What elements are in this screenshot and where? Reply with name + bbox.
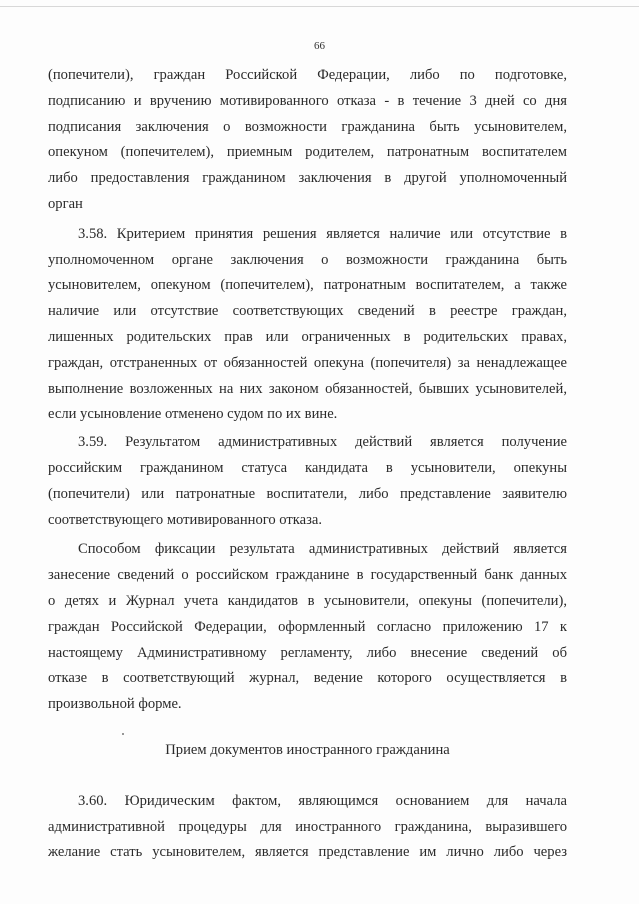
text-line: 3.59. Результатом административных действий является получение <box>78 434 567 451</box>
text-line: о детях и Журнал учета кандидатов в усыновители, опекуны (попечители), <box>48 592 567 609</box>
document-body <box>48 63 567 866</box>
text-line: наличие или отсутствие соответствующих сведений в реестре граждан, <box>48 303 567 320</box>
text-line: (попечители) или патронатные воспитатели, либо представление заявителю <box>48 485 567 502</box>
paragraph-3-60 <box>48 789 567 866</box>
text-line: граждан, отстраненных от обязанностей опекуна (попечителя) за ненадлежащее <box>48 354 567 371</box>
paragraph-3-59 <box>48 430 567 533</box>
text-line: отказе в соответствующий журнал, ведение которого осуществляется в <box>48 670 567 687</box>
text-line: соответствующего мотивированного отказа. <box>48 511 323 528</box>
text-line: российским гражданином статуса кандидата в усыновители, опекуны <box>48 459 567 476</box>
text-line: лишенных родительских прав или ограниченных в родительских правах, <box>48 328 567 345</box>
text-line: настоящему Административному регламенту, либо внесение сведений об <box>48 644 567 661</box>
text-line: уполномоченном органе заключения о возможности гражданина быть <box>48 251 567 268</box>
text-line: выполнение возложенных на них законом обязанностей, бывших усыновителей, <box>48 380 567 397</box>
text-line: (попечители), граждан Российской Федерации, либо по подготовке, <box>48 67 567 83</box>
text-line: либо предоставления гражданином заключения в другой уполномоченный <box>48 170 567 187</box>
text-line: желание стать усыновителем, является представление им лично либо через <box>48 844 567 861</box>
text-line: подписанию и вручению мотивированного отказа - в течение 3 дней со дня <box>48 92 567 109</box>
text-line: административной процедуры для иностранного гражданина, выразившего <box>48 818 567 835</box>
text-line: усыновителем, опекуном (попечителем), патронатным воспитателем, а также <box>48 277 567 294</box>
text-line: опекуном (попечителем), приемным родителем, патронатным воспитателем <box>48 144 567 161</box>
paragraph-fixation <box>48 537 567 718</box>
page-number: 66 <box>314 40 325 52</box>
section-heading: Прием документов иностранного гражданина <box>165 741 450 758</box>
text-line: граждан Российской Федерации, оформленный согласно приложению 17 к <box>48 618 567 635</box>
text-line: орган <box>48 195 83 212</box>
paragraph-continuation <box>48 63 567 218</box>
text-line: занесение сведений о российском гражданине в государственный банк данных <box>48 567 567 584</box>
text-line: Способом фиксации результата административных действий является <box>78 541 567 558</box>
text-line: подписания заключения о возможности гражданина быть усыновителем, <box>48 118 567 135</box>
scan-top-edge <box>0 6 639 7</box>
scan-speck <box>122 733 124 735</box>
text-line: 3.60. Юридическим фактом, являющимся основанием для начала <box>78 792 567 809</box>
paragraph-3-58 <box>48 222 567 428</box>
text-line: произвольной форме. <box>48 696 182 713</box>
text-line: если усыновление отменено судом по их вине. <box>48 406 338 423</box>
text-line: 3.58. Критерием принятия решения является наличие или отсутствие в <box>78 225 567 242</box>
